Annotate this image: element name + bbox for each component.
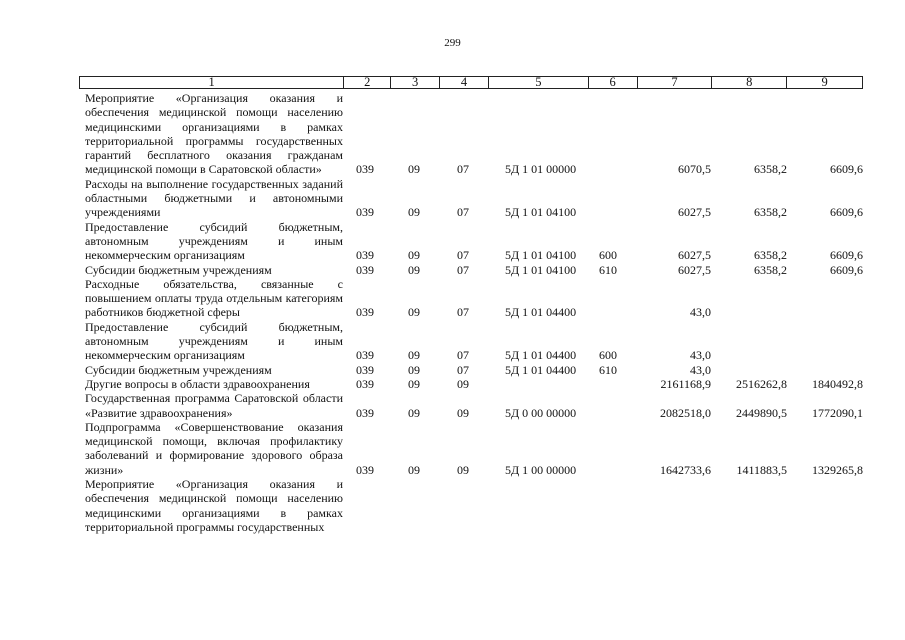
row-col7: 43,0 bbox=[690, 305, 711, 320]
row-col3: 09 bbox=[408, 205, 420, 220]
row-col8: 6358,2 bbox=[754, 248, 787, 263]
row-col9: 6609,6 bbox=[830, 248, 863, 263]
row-col3: 09 bbox=[408, 162, 420, 177]
row-col5: 5Д 1 00 00000 bbox=[505, 462, 577, 477]
header-cell-2: 2 bbox=[344, 77, 391, 88]
table-row bbox=[85, 177, 865, 220]
row-col7: 43,0 bbox=[690, 362, 711, 377]
row-col2: 039 bbox=[356, 376, 374, 391]
table-row bbox=[85, 477, 865, 534]
row-col3: 09 bbox=[408, 262, 420, 277]
header-cell-7: 7 bbox=[638, 77, 713, 88]
row-col2: 039 bbox=[356, 248, 374, 263]
table-header-row bbox=[79, 76, 863, 89]
row-col5: 5Д 1 01 04100 bbox=[505, 248, 577, 263]
row-col6: 600 bbox=[599, 348, 617, 363]
row-col8: 6358,2 bbox=[754, 162, 787, 177]
row-col3: 09 bbox=[408, 405, 420, 420]
row-name: Субсидии бюджетным учреждениям bbox=[85, 262, 272, 277]
row-col2: 039 bbox=[356, 162, 374, 177]
header-cell-4: 4 bbox=[440, 77, 489, 88]
header-cell-9: 9 bbox=[821, 75, 828, 89]
table-row bbox=[85, 420, 865, 477]
row-col2: 039 bbox=[356, 362, 374, 377]
row-col5: 5Д 1 01 04100 bbox=[505, 262, 577, 277]
row-col4: 07 bbox=[457, 262, 469, 277]
row-col8: 1411883,5 bbox=[736, 462, 787, 477]
row-col7: 2161168,9 bbox=[660, 376, 711, 391]
row-name: Предоставление субсидий бюджетным, автономным учреждениям и иным некоммерческим организациям bbox=[85, 219, 343, 263]
table-row bbox=[85, 377, 865, 391]
row-col8: 6358,2 bbox=[754, 262, 787, 277]
row-col4: 07 bbox=[457, 348, 469, 363]
row-name: Субсидии бюджетным учреждениям bbox=[85, 362, 272, 377]
row-col4: 07 bbox=[457, 248, 469, 263]
table-row bbox=[85, 320, 865, 363]
header-cell-1: 1 bbox=[80, 77, 344, 88]
header-cell-6: 6 bbox=[589, 77, 638, 88]
row-name: Мероприятие «Организация оказания и обеспечения медицинской помощи населению медицинскими организациями в рамках территориальной программы государственных гарантий бесплатного оказания гражданам медицинской помощи в Саратовской области» bbox=[85, 91, 343, 177]
row-col8: 2449890,5 bbox=[736, 405, 787, 420]
row-name: Предоставление субсидий бюджетным, автономным учреждениям и иным некоммерческим организациям bbox=[85, 319, 343, 363]
row-col8: 6358,2 bbox=[754, 205, 787, 220]
row-col9: 6609,6 bbox=[830, 262, 863, 277]
row-col6: 600 bbox=[599, 248, 617, 263]
row-col2: 039 bbox=[356, 205, 374, 220]
row-col7: 6070,5 bbox=[678, 162, 711, 177]
row-col7: 43,0 bbox=[690, 348, 711, 363]
row-col4: 07 bbox=[457, 162, 469, 177]
row-col4: 09 bbox=[457, 376, 469, 391]
row-col2: 039 bbox=[356, 262, 374, 277]
row-name: Другие вопросы в области здравоохранения bbox=[85, 376, 310, 391]
row-col7: 6027,5 bbox=[678, 205, 711, 220]
row-col7: 6027,5 bbox=[678, 248, 711, 263]
page-number: 299 bbox=[444, 37, 461, 49]
row-col3: 09 bbox=[408, 305, 420, 320]
row-col7: 1642733,6 bbox=[660, 462, 711, 477]
row-name: Подпрограмма «Совершенствование оказания медицинской помощи, включая профилактику заболеваний и формирование здорового образа жизни» bbox=[85, 419, 343, 477]
budget-table-body bbox=[85, 91, 865, 534]
row-col5: 5Д 1 01 04400 bbox=[505, 362, 577, 377]
table-row bbox=[85, 277, 865, 320]
row-name: Расходы на выполнение государственных заданий областными бюджетными и автономными учреждениями bbox=[85, 176, 343, 220]
row-col5: 5Д 1 01 00000 bbox=[505, 162, 577, 177]
row-col6: 610 bbox=[599, 362, 617, 377]
table-row bbox=[85, 91, 865, 177]
row-col2: 039 bbox=[356, 305, 374, 320]
row-col5: 5Д 1 01 04400 bbox=[505, 348, 577, 363]
header-cell-8: 8 bbox=[712, 77, 787, 88]
table-row bbox=[85, 391, 865, 420]
row-col7: 2082518,0 bbox=[660, 405, 711, 420]
row-col4: 09 bbox=[457, 462, 469, 477]
header-cell-5: 5 bbox=[489, 77, 589, 88]
row-name: Мероприятие «Организация оказания и обеспечения медицинской помощи населению медицинскими организациями в рамках территориальной программы государственных bbox=[85, 477, 343, 534]
row-col3: 09 bbox=[408, 362, 420, 377]
row-col3: 09 bbox=[408, 376, 420, 391]
row-col9: 1772090,1 bbox=[812, 405, 863, 420]
header-cell-3: 3 bbox=[391, 77, 440, 88]
row-col5: 5Д 1 01 04400 bbox=[505, 305, 577, 320]
row-col2: 039 bbox=[356, 405, 374, 420]
row-col4: 07 bbox=[457, 305, 469, 320]
row-col9: 1840492,8 bbox=[812, 376, 863, 391]
row-col2: 039 bbox=[356, 462, 374, 477]
row-col6: 610 bbox=[599, 262, 617, 277]
row-col5: 5Д 0 00 00000 bbox=[505, 405, 577, 420]
row-col4: 07 bbox=[457, 362, 469, 377]
row-col5: 5Д 1 01 04100 bbox=[505, 205, 577, 220]
row-col4: 09 bbox=[457, 405, 469, 420]
row-col3: 09 bbox=[408, 248, 420, 263]
row-col4: 07 bbox=[457, 205, 469, 220]
row-col7: 6027,5 bbox=[678, 262, 711, 277]
table-row bbox=[85, 263, 865, 277]
row-name: Государственная программа Саратовской области «Развитие здравоохранения» bbox=[85, 391, 343, 420]
table-row bbox=[85, 220, 865, 263]
row-col9: 6609,6 bbox=[830, 162, 863, 177]
row-col3: 09 bbox=[408, 348, 420, 363]
row-col9: 6609,6 bbox=[830, 205, 863, 220]
row-col3: 09 bbox=[408, 462, 420, 477]
row-col9: 1329265,8 bbox=[812, 462, 863, 477]
table-row bbox=[85, 363, 865, 377]
row-name: Расходные обязательства, связанные с повышением оплаты труда отдельным категориям работников бюджетной сферы bbox=[85, 276, 343, 320]
row-col2: 039 bbox=[356, 348, 374, 363]
row-col8: 2516262,8 bbox=[736, 376, 787, 391]
